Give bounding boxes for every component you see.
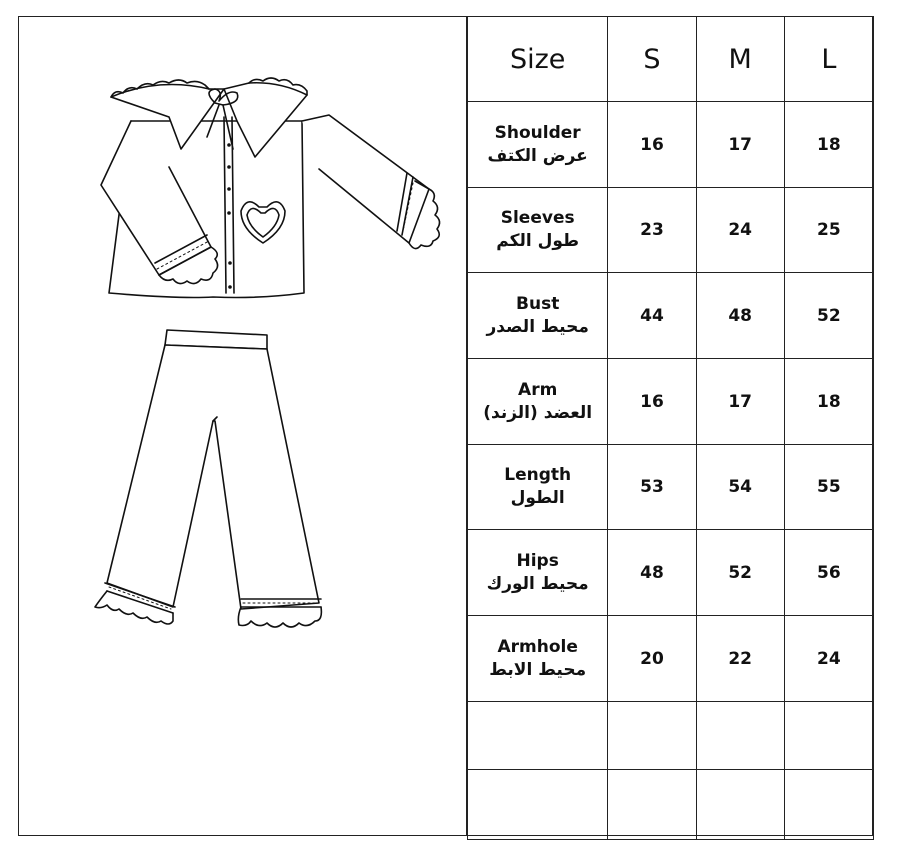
row-label-en: Arm [518, 379, 558, 400]
size-chart-frame [18, 16, 873, 836]
row-label-ar: عرض الكتف [487, 145, 588, 166]
cell-size-s: 44 [608, 273, 696, 359]
cell-size-l: 56 [784, 530, 873, 616]
cell-size-s: 20 [608, 616, 696, 702]
table-row [468, 359, 874, 445]
cell-size-s: 23 [608, 188, 696, 273]
cell-size-m: 48 [696, 273, 784, 359]
row-label-ar: الطول [510, 488, 565, 508]
size-table [467, 16, 874, 840]
row-label [468, 702, 608, 770]
row-label [468, 445, 608, 530]
cell-size-m: 52 [696, 530, 784, 616]
cell-size-l: 18 [784, 359, 873, 445]
cell-size-m: 22 [696, 616, 784, 702]
cell-size-m [696, 770, 784, 840]
table-row [468, 616, 874, 702]
cell-size-m: 17 [696, 102, 784, 188]
table-row [468, 273, 874, 359]
cell-size-s: 53 [608, 445, 696, 530]
header-size: Size [468, 17, 608, 102]
row-label-en: Length [504, 465, 572, 485]
row-label-en: Armhole [497, 636, 578, 657]
row-label [468, 102, 608, 188]
cell-size-m [696, 702, 784, 770]
trousers-sketch-icon [95, 330, 321, 627]
row-label [468, 616, 608, 702]
garment-sketch [19, 17, 467, 837]
row-label-ar: محيط الابط [489, 659, 587, 680]
cell-size-m: 54 [696, 445, 784, 530]
header-m: M [696, 17, 784, 102]
cell-size-l: 18 [784, 102, 873, 188]
table-row [468, 188, 874, 273]
header-s: S [608, 17, 696, 102]
row-label-ar: محيط الصدر [486, 316, 589, 337]
table-row [468, 702, 874, 770]
blouse-sketch-icon [101, 78, 440, 298]
cell-size-s [608, 770, 696, 840]
row-label [468, 530, 608, 616]
row-label [468, 188, 608, 273]
row-label-ar: العضد (الزند) [483, 402, 593, 423]
cell-size-m: 17 [696, 359, 784, 445]
row-label-en: Bust [516, 293, 560, 314]
row-label [468, 359, 608, 445]
table-row [468, 770, 874, 840]
cell-size-l: 24 [784, 616, 873, 702]
cell-size-s [608, 702, 696, 770]
cell-size-m: 24 [696, 188, 784, 273]
cell-size-l [784, 702, 873, 770]
table-row [468, 530, 874, 616]
row-label [468, 273, 608, 359]
row-label [468, 770, 608, 840]
table-row [468, 445, 874, 530]
row-label-ar: محيط الورك [486, 573, 589, 594]
cell-size-l: 55 [784, 445, 873, 530]
row-label-en: Shoulder [494, 122, 581, 143]
cell-size-s: 48 [608, 530, 696, 616]
cell-size-s: 16 [608, 359, 696, 445]
row-label-en: Hips [516, 550, 559, 571]
row-label-en: Sleeves [500, 208, 575, 228]
header-l: L [784, 17, 873, 102]
table-row [468, 102, 874, 188]
cell-size-s: 16 [608, 102, 696, 188]
table-header-row [468, 17, 874, 102]
cell-size-l: 25 [784, 188, 873, 273]
cell-size-l [784, 770, 873, 840]
garment-illustration [19, 17, 467, 835]
cell-size-l: 52 [784, 273, 873, 359]
row-label-ar: طول الكم [496, 231, 580, 251]
